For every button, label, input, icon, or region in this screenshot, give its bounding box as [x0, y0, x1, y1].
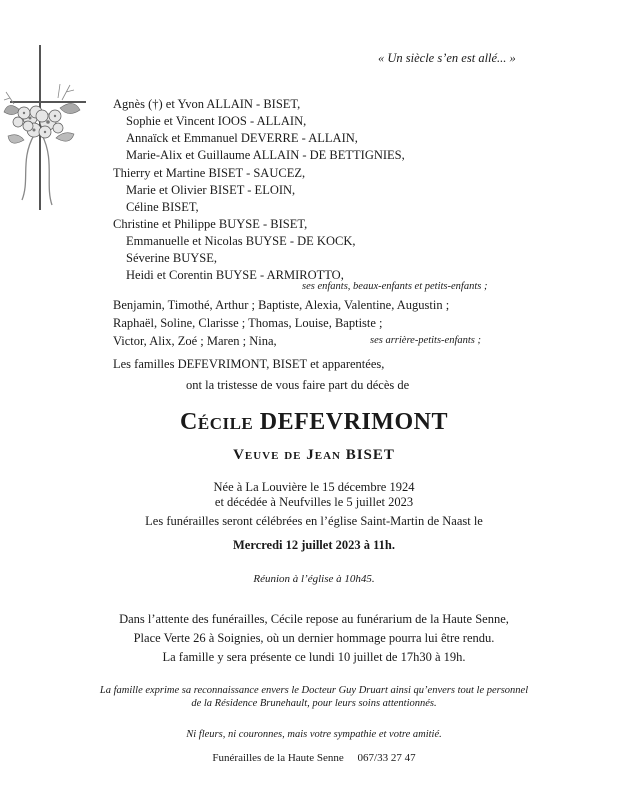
funeral-line: Les funérailles seront célébrées en l’église Saint-Martin de Naast le [145, 514, 483, 528]
family-line: Emmanuelle et Nicolas BUYSE - DE KOCK, [126, 234, 356, 248]
widow-last-name: BISET [345, 447, 395, 463]
meeting-line: Réunion à l’église à 10h45. [253, 573, 375, 585]
family-line: Heidi et Corentin BUYSE - ARMIROTTO, [126, 268, 344, 282]
grandchildren-line: Raphaël, Soline, Clarisse ; Thomas, Louise, Baptiste ; [113, 316, 383, 330]
footer-phone: 067/33 27 47 [357, 752, 416, 764]
relation-children: ses enfants, beaux-enfants et petits-enfants ; [302, 281, 488, 292]
widow-line [0, 447, 628, 464]
deceased-name [0, 409, 628, 436]
family-line: Christine et Philippe BUYSE - BISET, [113, 217, 308, 231]
quote: « Un siècle s’en est allé... » [378, 51, 516, 65]
families-line: Les familles DEFEVRIMONT, BISET et apparentées, [113, 357, 385, 371]
thanks-line: de la Résidence Brunehault, pour leurs soins attentionnés. [191, 698, 437, 709]
grandchildren-line: Victor, Alix, Zoé ; Maren ; Nina, [113, 334, 277, 348]
deceased-first-name: Cécile [180, 409, 254, 435]
family-line: Annaïck et Emmanuel DEVERRE - ALLAIN, [126, 131, 358, 145]
footer [0, 752, 628, 764]
relation-great-grandchildren: ses arrière-petits-enfants ; [370, 335, 482, 346]
no-flowers-line: Ni fleurs, ni couronnes, mais votre sympathie et votre amitié. [186, 729, 442, 740]
rest-line: Place Verte 26 à Soignies, où un dernier hommage pourra lui être rendu. [133, 631, 495, 645]
rest-line: La famille y sera présente ce lundi 10 juillet de 17h30 à 19h. [162, 650, 466, 664]
family-line: Marie-Alix et Guillaume ALLAIN - DE BETTIGNIES, [126, 148, 405, 162]
family-line: Thierry et Martine BISET - SAUCEZ, [113, 166, 306, 180]
funeral-date: Mercredi 12 juillet 2023 à 11h. [232, 538, 396, 552]
family-line: Céline BISET, [126, 200, 199, 214]
grandchildren-line: Benjamin, Timothé, Arthur ; Baptiste, Alexia, Valentine, Augustin ; [113, 298, 450, 312]
death-line: et décédée à Neufvilles le 5 juillet 2023 [214, 495, 414, 509]
family-line: Agnès (†) et Yvon ALLAIN - BISET, [113, 97, 301, 111]
rest-line: Dans l’attente des funérailles, Cécile repose au funérarium de la Haute Senne, [119, 612, 509, 626]
family-line: Marie et Olivier BISET - ELOIN, [126, 183, 296, 197]
thanks-line: La famille exprime sa reconnaissance envers le Docteur Guy Druart ainsi qu’envers tout le personnel [99, 685, 529, 696]
footer-company: Funérailles de la Haute Senne [212, 752, 344, 764]
family-line: Sophie et Vincent IOOS - ALLAIN, [126, 114, 307, 128]
widow-prefix: Veuve de Jean [233, 447, 341, 463]
birth-line: Née à La Louvière le 15 décembre 1924 [213, 480, 415, 494]
family-line: Séverine BUYSE, [126, 251, 217, 265]
announcement: ont la tristesse de vous faire part du décès de [186, 378, 410, 392]
deceased-last-name: DEFEVRIMONT [259, 409, 448, 435]
cross-flower-icon [0, 40, 95, 215]
